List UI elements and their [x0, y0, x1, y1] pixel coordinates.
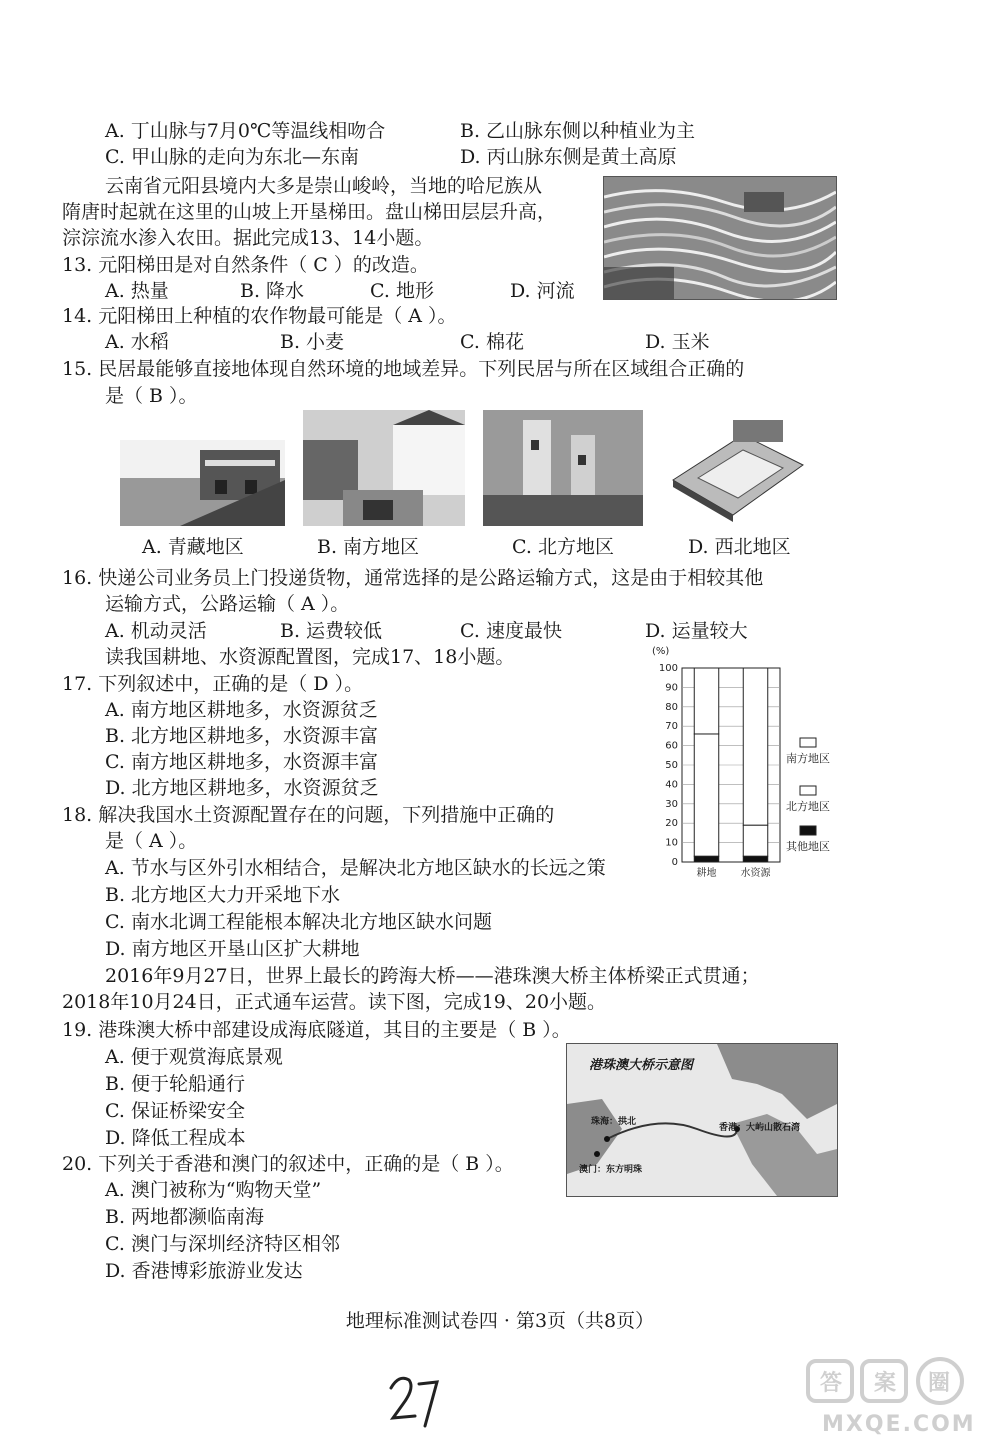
svg-text:圈: 圈	[928, 1371, 951, 1396]
chart-ytick-label: 50	[665, 760, 678, 771]
map-title: 港珠澳大桥示意图	[589, 1058, 694, 1073]
svg-text:答: 答	[820, 1371, 843, 1396]
dwelling-photo-a	[120, 440, 285, 526]
passage-19-20-line-1: 2016年9月27日，世界上最长的跨海大桥——港珠澳大桥主体桥梁正式贯通；	[105, 965, 760, 987]
q19-option-b: B. 便于轮船通行	[105, 1073, 246, 1095]
chart-legend-swatch	[800, 786, 816, 795]
page-footer: 地理标准测试卷四 · 第3页（共8页）	[345, 1310, 655, 1332]
chart-ytick-label: 60	[665, 740, 678, 752]
q13-option-b: B. 降水	[240, 280, 305, 302]
chart-bar	[694, 856, 719, 862]
dwelling-caption-d: D. 西北地区	[688, 536, 791, 558]
chart-ytick-label: 100	[658, 663, 678, 674]
q17-stem: 17. 下列叙述中，正确的是（ D ）。	[62, 673, 364, 695]
q19-option-d: D. 降低工程成本	[105, 1127, 246, 1149]
handwritten-page-number	[385, 1370, 445, 1430]
q20-stem: 20. 下列关于香港和澳门的叙述中，正确的是（ B ）。	[62, 1153, 514, 1175]
passage-line-2: 隋唐时起就在这里的山坡上开垦梯田。盘山梯田层层升高，	[62, 201, 557, 223]
q13-options	[105, 279, 605, 303]
q18-stem-line-1: 18. 解决我国水土资源配置存在的问题，下列措施中正确的	[62, 804, 555, 826]
chart-bar	[694, 668, 719, 734]
q18-option-c: C. 南水北调工程能根本解决北方地区缺水问题	[105, 911, 492, 933]
q20-option-d: D. 香港博彩旅游业发达	[105, 1260, 303, 1282]
q18-stem-line-2: 是（ A ）。	[105, 830, 198, 852]
bridge-map	[566, 1043, 838, 1197]
q18-option-b: B. 北方地区大力开采地下水	[105, 884, 341, 906]
intro-17-18: 读我国耕地、水资源配置图，完成17、18小题。	[105, 646, 515, 668]
chart-legend-swatch	[800, 738, 816, 747]
dwelling-photo-d	[663, 410, 808, 526]
passage-19-20-line-2: 2018年10月24日，正式通车运营。读下图，完成19、20小题。	[62, 991, 607, 1013]
map-label-zhuhai: 珠海：拱北	[591, 1117, 637, 1127]
q12-option-b: B. 乙山脉东侧以种植业为主	[460, 120, 696, 142]
q19-option-a: A. 便于观赏海底景观	[105, 1046, 283, 1068]
q13-option-a: A. 热量	[105, 280, 169, 302]
chart-ytick-label: 40	[665, 779, 678, 791]
dwelling-photo-c	[483, 410, 643, 526]
chart-ytick-label: 30	[665, 798, 678, 810]
q12-option-d: D. 丙山脉东侧是黄土高原	[460, 146, 677, 168]
dwelling-caption-c: C. 北方地区	[512, 536, 614, 558]
chart-bar	[743, 825, 768, 856]
terrace-photo	[603, 176, 837, 300]
q12-option-a: A. 丁山脉与7月0℃等温线相吻合	[105, 120, 386, 142]
q20-option-c: C. 澳门与深圳经济特区相邻	[105, 1233, 340, 1255]
chart-legend-label: 南方地区	[786, 752, 830, 765]
q13-option-d: D. 河流	[510, 280, 575, 302]
q16-option-b: B. 运费较低	[280, 620, 383, 642]
q16-option-d: D. 运量较大	[645, 620, 748, 642]
chart-ytick-label: 0	[671, 857, 678, 868]
q18-option-a: A. 节水与区外引水相结合，是解决北方地区缺水的长远之策	[105, 857, 606, 879]
q17-option-b: B. 北方地区耕地多，水资源丰富	[105, 725, 379, 747]
chart-legend-label: 北方地区	[786, 800, 830, 813]
q13-stem: 13. 元阳梯田是对自然条件（ C ）的改造。	[62, 254, 429, 276]
q16-option-c: C. 速度最快	[460, 620, 562, 642]
chart-bar	[743, 856, 768, 862]
chart-category-label: 耕地	[696, 868, 717, 879]
chart-ytick-label: 80	[665, 701, 678, 713]
q13-option-c: C. 地形	[370, 280, 434, 302]
resource-chart	[650, 640, 840, 885]
svg-text:案: 案	[874, 1371, 897, 1396]
q14-stem: 14. 元阳梯田上种植的农作物最可能是（ A ）。	[62, 305, 457, 327]
chart-legend-swatch	[800, 826, 816, 835]
map-label-macau: 澳门：东方明珠	[579, 1165, 643, 1175]
map-label-hongkong: 香港：大屿山散石湾	[719, 1123, 801, 1133]
watermark-logo	[800, 1355, 985, 1437]
q16-option-a: A. 机动灵活	[105, 620, 207, 642]
q17-option-c: C. 南方地区耕地多，水资源丰富	[105, 751, 378, 773]
q14-options	[105, 330, 745, 354]
chart-ylabel: (%)	[652, 646, 670, 657]
chart-ytick-label: 70	[665, 721, 678, 733]
q14-option-a: A. 水稻	[105, 331, 169, 353]
chart-category-label: 水资源	[740, 868, 771, 879]
chart-ytick-label: 20	[665, 818, 678, 830]
q14-option-d: D. 玉米	[645, 331, 710, 353]
q14-option-b: B. 小麦	[280, 331, 345, 353]
q12-options	[105, 119, 805, 169]
q20-option-a: A. 澳门被称为“购物天堂”	[105, 1179, 322, 1201]
q16-stem-line-2: 运输方式，公路运输（ A ）。	[105, 593, 350, 615]
dwelling-photo-b	[303, 410, 465, 526]
dwelling-caption-a: A. 青藏地区	[142, 536, 244, 558]
q16-stem-line-1: 16. 快递公司业务员上门投递货物，通常选择的是公路运输方式，这是由于相较其他	[62, 567, 764, 589]
chart-ytick-label: 90	[665, 682, 678, 694]
chart-bar	[694, 734, 719, 856]
q18-option-d: D. 南方地区开垦山区扩大耕地	[105, 938, 360, 960]
chart-ytick-label: 10	[665, 837, 678, 849]
q19-option-c: C. 保证桥梁安全	[105, 1100, 245, 1122]
dwelling-caption-b: B. 南方地区	[317, 536, 420, 558]
passage-line-1: 云南省元阳县境内大多是崇山峻岭，当地的哈尼族从	[105, 175, 543, 197]
q15-stem-line-2: 是（ B ）。	[105, 385, 198, 407]
q14-option-c: C. 棉花	[460, 331, 524, 353]
q17-option-d: D. 北方地区耕地多，水资源贫乏	[105, 777, 379, 799]
q15-stem-line-1: 15. 民居最能够直接地体现自然环境的地域差异。下列民居与所在区域组合正确的	[62, 358, 745, 380]
q12-option-c: C. 甲山脉的走向为东北—东南	[105, 146, 359, 168]
svg-text:MXQE.COM: MXQE.COM	[822, 1412, 976, 1437]
passage-line-3: 淙淙流水渗入农田。据此完成13、14小题。	[62, 227, 434, 249]
q17-option-a: A. 南方地区耕地多，水资源贫乏	[105, 699, 378, 721]
q19-stem: 19. 港珠澳大桥中部建设成海底隧道，其目的主要是（ B ）。	[62, 1019, 571, 1041]
chart-legend-label: 其他地区	[786, 840, 830, 853]
q20-option-b: B. 两地都濒临南海	[105, 1206, 265, 1228]
chart-bar	[743, 668, 768, 825]
